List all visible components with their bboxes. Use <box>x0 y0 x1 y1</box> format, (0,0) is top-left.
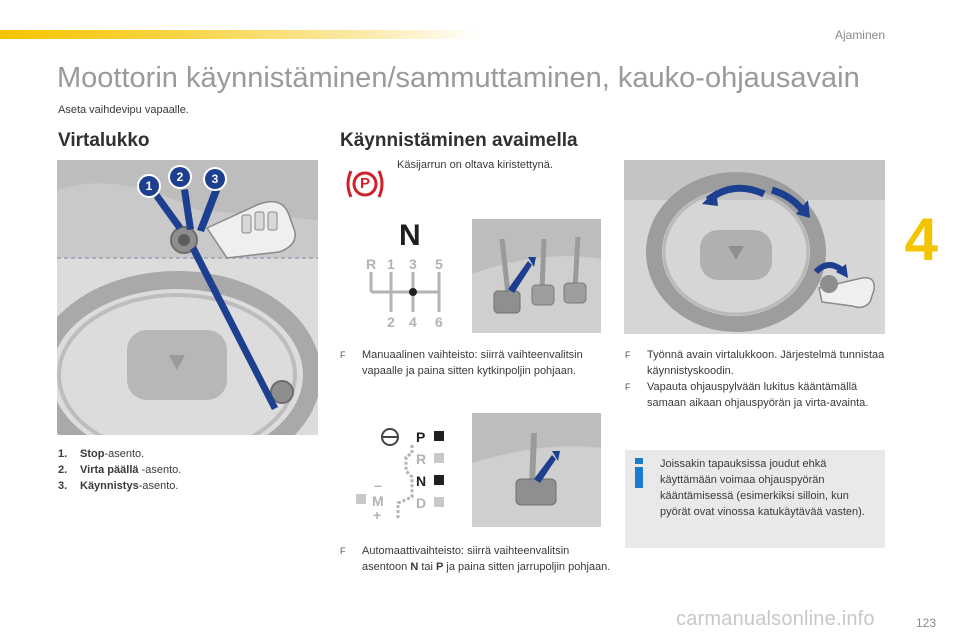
page-title: Moottorin käynnistäminen/sammuttaminen, kauko-ohjausavain <box>57 62 860 94</box>
gear-label: 6 <box>435 314 443 330</box>
gear-label: 5 <box>435 256 443 272</box>
gear-drive: D <box>416 495 427 511</box>
manual-gearbox-instruction: F Manuaalinen vaihteisto: siirrä vaihteenvalitsin vapaalle ja paina sitten kytkinpoljin pohjaan. <box>340 349 583 377</box>
info-text: Joissakin tapauksissa joudut ehkä käyttämään voimaa ohjauspyörän kääntämisessä (esimerkiksi silloin, kun pyörät ovat vinossa katukäytävää vasten). <box>660 458 865 518</box>
heading-ignition-switch: Virtalukko <box>58 130 150 151</box>
gear-neutral: N <box>416 473 427 489</box>
handbrake-icon-letter: P <box>359 175 370 192</box>
gear-manual: M <box>372 493 384 509</box>
steering-wheel-illustration <box>624 160 885 334</box>
bullet-marker: F <box>340 546 346 556</box>
gear-park: P <box>416 429 426 445</box>
gear-label: 2 <box>387 314 395 330</box>
list-item: 3. Käynnistys-asento. <box>58 480 179 492</box>
handbrake-icon <box>344 168 386 200</box>
callout-1: 1 <box>139 176 159 196</box>
section-label: Ajaminen <box>834 28 885 42</box>
ignition-switch-drawing <box>57 160 318 435</box>
gear-reverse: R <box>416 451 427 467</box>
automatic-gear-diagram <box>350 427 460 527</box>
gear-minus: – <box>374 477 382 493</box>
manual-gear-diagram <box>355 220 465 332</box>
release-steering-lock-instruction: F Vapauta ohjauspylvään lukitus kääntämällä samaan aikaan ohjauspyörän ja virta-avainta. <box>625 381 869 409</box>
manual-pedals-illustration <box>472 219 601 333</box>
ignition-switch-illustration <box>57 160 318 435</box>
intro-text: Aseta vaihdevipu vapaalle. <box>58 104 189 116</box>
callout-3: 3 <box>205 169 225 189</box>
automatic-gearbox-instruction: F Automaattivaihteisto: siirrä vaihteenvalitsin asentoon N tai P ja paina sitten jarrupoljin pohjaan. <box>340 545 611 573</box>
bullet-marker: F <box>340 350 346 360</box>
bullet-marker: F <box>625 350 631 360</box>
info-icon <box>634 458 644 488</box>
brake-pedal-illustration <box>472 413 601 527</box>
push-key-instruction: F Työnnä avain virtalukkoon. Järjestelmä tunnistaa käynnistyskoodin. <box>625 349 885 377</box>
handbrake-note: Käsijarrun on oltava kiristettynä. <box>397 159 553 171</box>
gear-label: 1 <box>387 256 395 272</box>
page-number: 123 <box>915 616 936 630</box>
list-item: 2. Virta päällä -asento. <box>58 464 182 476</box>
list-item: 1. Stop-asento. <box>58 448 145 460</box>
gear-label: 4 <box>409 314 417 330</box>
heading-start-with-key: Käynnistäminen avaimella <box>340 130 578 151</box>
gear-label: 3 <box>409 256 417 272</box>
header-accent-bar <box>0 30 480 39</box>
ignition-positions-list <box>58 446 181 494</box>
gear-label: R <box>366 256 377 272</box>
bullet-marker: F <box>625 382 631 392</box>
gear-plus: + <box>373 507 382 523</box>
gear-neutral-label: N <box>399 219 421 252</box>
chapter-number: 4 <box>904 206 938 273</box>
callout-2: 2 <box>170 167 190 187</box>
watermark: carmanualsonline.info <box>676 608 875 630</box>
